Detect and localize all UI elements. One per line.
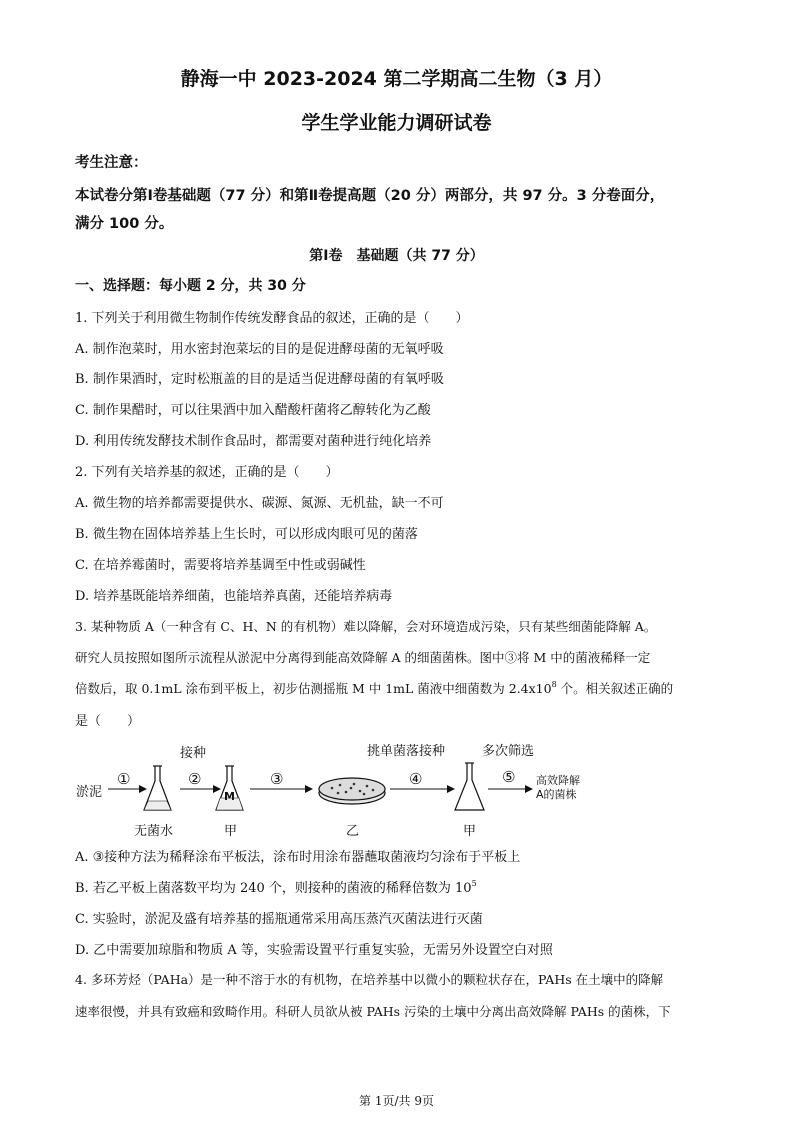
q4-stem-line-1: 4. 多环芳烃（PAHa）是一种不溶于水的有机物，在培养基中以微小的颗粒状存在，PAHs 在土壤中的降解 <box>75 972 664 987</box>
step-4: ④ <box>409 770 423 788</box>
caption-yi: 乙 <box>346 824 360 839</box>
notice-line-1: 本试卷分第Ⅰ卷基础题（77 分）和第Ⅱ卷提高题（20 分）两部分，共 97 分。3 分卷面分， <box>75 188 665 204</box>
q4-stem-line-2: 速率很慢，并具有致癌和致畸作用。科研人员欲从被 PAHs 污染的土壤中分离出高效降解 PAHs 的菌株，下 <box>75 1004 671 1019</box>
page-number: 第 1页/共 9页 <box>359 1094 434 1108</box>
notice-heading: 考生注意： <box>75 155 148 171</box>
q2-option-c: C. 在培养霉菌时，需要将培养基调至中性或弱碱性 <box>75 558 366 573</box>
q3-stem-line-1: 3. 某种物质 A（一种含有 C、H、N 的有机物）难以降解，会对环境造成污染，只有某些细菌能降解 A。 <box>75 619 657 634</box>
result-line-2: A的菌株 <box>536 788 577 801</box>
q3-stem-line-3 <box>75 679 673 697</box>
q1-option-b: B. 制作果酒时，定时松瓶盖的目的是适当促进酵母菌的有氧呼吸 <box>75 372 444 387</box>
q3-figure <box>70 738 630 838</box>
step-3: ③ <box>270 770 284 788</box>
label-screening: 多次筛选 <box>482 744 535 759</box>
step-5: ⑤ <box>502 768 516 786</box>
caption-sterile-water: 无菌水 <box>134 824 174 839</box>
q3-option-d: D. 乙中需要加琼脂和物质 A 等，实验需设置平行重复实验，无需另外设置空白对照 <box>75 943 553 958</box>
page-subtitle: 学生学业能力调研试卷 <box>301 112 492 134</box>
flask-icon-jia <box>455 763 484 810</box>
q3-option-b-text: B. 若乙平板上菌落数平均为 240 个，则接种的菌液的稀释倍数为 10 <box>75 881 472 896</box>
q2-option-d: D. 培养基既能培养细菌，也能培养真菌，还能培养病毒 <box>75 589 393 604</box>
label-pick-colony: 挑单菌落接种 <box>367 744 446 759</box>
q3-option-c: C. 实验时，淤泥及盛有培养基的摇瓶通常采用高压蒸汽灭菌法进行灭菌 <box>75 912 483 927</box>
q2-stem: 2. 下列有关培养基的叙述，正确的是（ ） <box>75 465 339 480</box>
q2-option-b: B. 微生物在固体培养基上生长时，可以形成肉眼可见的菌落 <box>75 527 418 542</box>
q1-option-a: A. 制作泡菜时，用水密封泡菜坛的目的是促进酵母菌的无氧呼吸 <box>75 342 444 357</box>
part-title: 第Ⅰ卷 基础题（共 77 分） <box>309 248 484 264</box>
flask-icon-m <box>216 766 243 810</box>
q3-option-b <box>75 877 477 896</box>
q1-option-d: D. 利用传统发酵技术制作食品时，都需要对菌种进行纯化培养 <box>75 434 432 449</box>
section-heading: 一、选择题：每小题 2 分，共 30 分 <box>75 278 306 294</box>
q3-stem-line-2: 研究人员按照如图所示流程从淤泥中分离得到能高效降解 A 的细菌菌株。图中③将 M 中的菌液稀释一定 <box>75 650 651 665</box>
notice-line-2: 满分 100 分。 <box>75 216 174 232</box>
label-sludge: 淤泥 <box>76 785 103 800</box>
q2-option-a: A. 微生物的培养都需要提供水、碳源、氮源、无机盐，缺一不可 <box>75 496 444 511</box>
q1-stem: 1. 下列关于利用微生物制作传统发酵食品的叙述，正确的是（ ） <box>75 311 469 326</box>
flask-label-m: M <box>224 790 235 803</box>
exponent: 8 <box>551 680 557 689</box>
q3-stem-line-3-text: 倍数后，取 0.1mL 涂布到平板上，初步估测摇瓶 M 中 1mL 菌液中细菌数为 2.4x10 <box>75 681 552 696</box>
petri-dish-icon <box>319 778 385 804</box>
page-title: 静海一中 2023-2024 第二学期高二生物（3 月） <box>180 68 613 90</box>
q3-stem-line-3-tail: 个。相关叙述正确的 <box>556 681 674 696</box>
caption-jia-1: 甲 <box>224 824 238 839</box>
flask-icon-sterile-water <box>144 766 171 810</box>
q1-option-c: C. 制作果醋时，可以往果酒中加入醋酸杆菌将乙醇转化为乙酸 <box>75 403 431 418</box>
label-inoculate: 接种 <box>180 746 207 761</box>
result-line-1: 高效降解 <box>536 774 580 787</box>
exponent: 5 <box>471 879 477 888</box>
step-1: ① <box>117 770 131 788</box>
q3-stem-line-4: 是（ ） <box>75 714 141 729</box>
step-2: ② <box>188 770 202 788</box>
q3-option-a: A. ③接种方法为稀释涂布平板法，涂布时用涂布器蘸取菌液均匀涂布于平板上 <box>75 850 521 865</box>
caption-jia-2: 甲 <box>463 824 477 839</box>
